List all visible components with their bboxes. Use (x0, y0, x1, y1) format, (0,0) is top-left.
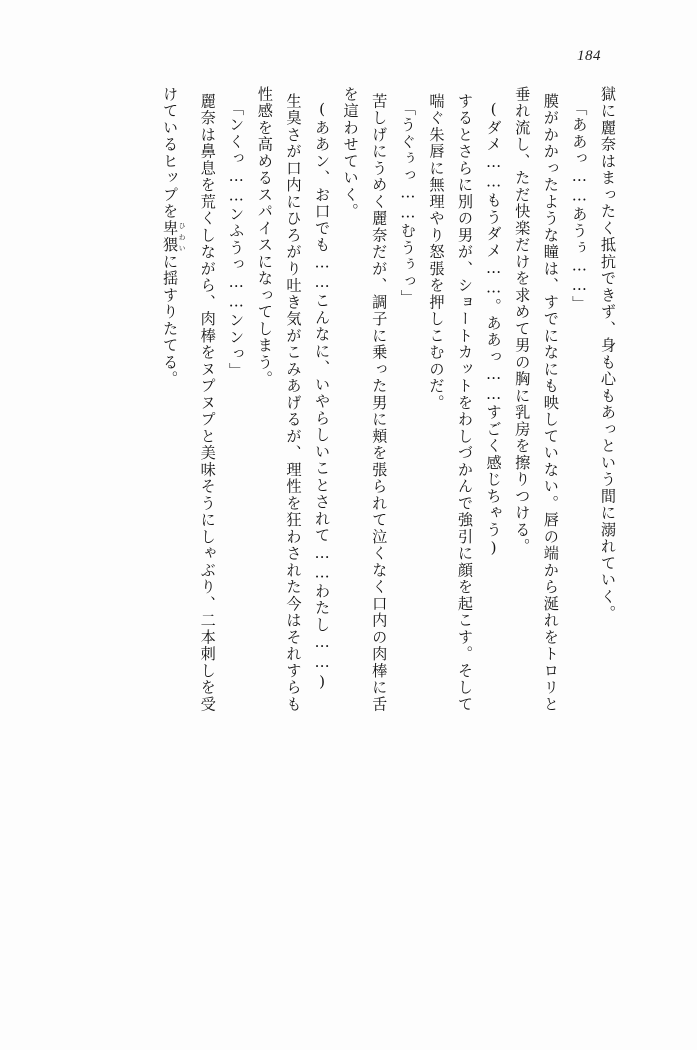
vertical-text-body (56, 86, 615, 984)
text-line: 「うぐぅっ……むうぅっ」 (398, 100, 417, 307)
ruby-annotation: 卑猥 ひわい (161, 220, 187, 254)
text-line: 獄に麗奈はまったく抵抗できず、身も心もあっという間に溺れていく。 (599, 86, 617, 622)
text-line: 生臭さが口内にひろがり吐き気がこみあげるが、理性を狂わされた今はそれすらも (284, 93, 303, 713)
text-line: するとさらに別の男が、ショートカットをわしづかんで強引に顔を起こす。そして (456, 93, 475, 713)
text-line: を這わせていく。 (341, 86, 360, 220)
text-line: 「ああっ……あうぅ……」 (570, 100, 589, 313)
text-line: 「ンくっ……ンふうっ……ンンっ」 (227, 100, 246, 380)
text-line: (ダメ……もうダメ……。ああっ……すごく感じちゃう) (484, 100, 503, 558)
text-line: けているヒップを卑猥 ひわいに揺すりたてる。 (161, 86, 187, 388)
page-number: 184 (577, 48, 601, 64)
text-line: 垂れ流し、ただ快楽だけを求めて男の胸に乳房を擦りつける。 (513, 86, 532, 555)
text-line: 苦しげにうめく麗奈だが、調子に乗った男に頬を張られて泣くなく口内の肉棒に舌 (370, 93, 389, 713)
text-line: 性感を高めるスパイスになってしまう。 (255, 86, 274, 388)
text-line: 喘ぐ朱唇に無理やり怒張を押しこむのだ。 (427, 93, 446, 412)
text-line: 膜がかかったような瞳は、すでになにも映していない。唇の端から涎れをトロリと (541, 93, 560, 713)
text-line: (ああン、お口でも……こんなに、いやらしいことされて……わたし……) (313, 100, 332, 692)
text-line: 麗奈は鼻息を荒くしながら、肉棒をヌプヌプと美味そうにしゃぶり、二本刺しを受 (198, 93, 217, 713)
